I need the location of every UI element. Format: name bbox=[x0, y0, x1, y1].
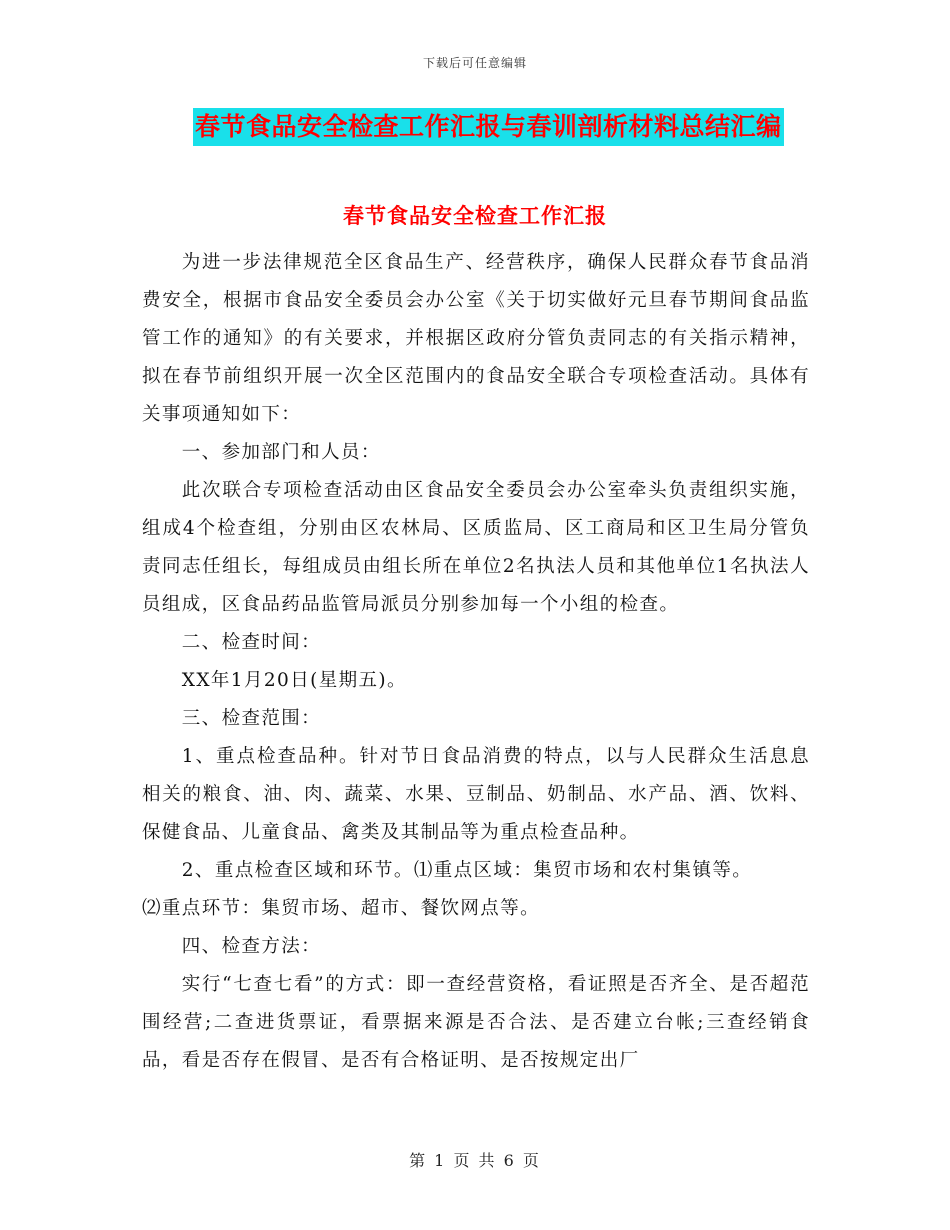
section-title: 春节食品安全检查工作汇报 bbox=[343, 203, 607, 228]
body-text bbox=[142, 244, 810, 1080]
paragraph-participants: 此次联合专项检查活动由区食品安全委员会办公室牵头负责组织实施，组成4个检查组，分别由区农林局、区质监局、区工商局和区卫生局分管负责同志任组长，每组成员由组长所在单位2名执法人员和其他单位1名执法人员组成，区食品药品监管局派员分别参加每一个小组的检查。 bbox=[142, 480, 810, 615]
document-title: 春节食品安全检查工作汇报与春训剖析材料总结汇编 bbox=[193, 108, 784, 146]
heading-inspection-method: 四、检查方法： bbox=[181, 936, 322, 957]
heading-participants: 一、参加部门和人员： bbox=[181, 442, 381, 463]
heading-inspection-time: 二、检查时间： bbox=[181, 632, 322, 653]
paragraph-inspection-time: XX年1月20日(星期五)。 bbox=[181, 670, 407, 691]
paragraph-key-links: ⑵重点环节：集贸市场、超市、餐饮网点等。 bbox=[142, 898, 541, 919]
header-note: 下载后可任意编辑 bbox=[422, 56, 527, 70]
paragraph-inspection-method: 实行“七查七看”的方式：即一查经营资格，看证照是否齐全、是否超范围经营;二查进货票证，看票据来源是否合法、是否建立台帐;三查经销食品，看是否存在假冒、是否有合格证明、是否按规定出厂 bbox=[142, 974, 810, 1071]
paragraph-key-products: 1、重点检查品种。针对节日食品消费的特点，以与人民群众生活息息相关的粮食、油、肉、蔬菜、水果、豆制品、奶制品、水产品、酒、饮料、保健食品、儿童食品、禽类及其制品等为重点检查品种。 bbox=[142, 746, 810, 843]
paragraph-intro: 为进一步法律规范全区食品生产、经营秩序，确保人民群众春节食品消费安全，根据市食品安全委员会办公室《关于切实做好元旦春节期间食品监管工作的通知》的有关要求，并根据区政府分管负责同志的有关指示精神，拟在春节前组织开展一次全区范围内的食品安全联合专项检查活动。具体有关事项通知如下： bbox=[142, 252, 810, 425]
page-footer: 第 1 页 共 6 页 bbox=[409, 1151, 541, 1170]
paragraph-key-areas: 2、重点检查区域和环节。⑴重点区域：集贸市场和农村集镇等。 bbox=[181, 860, 753, 881]
heading-inspection-scope: 三、检查范围： bbox=[181, 708, 322, 729]
